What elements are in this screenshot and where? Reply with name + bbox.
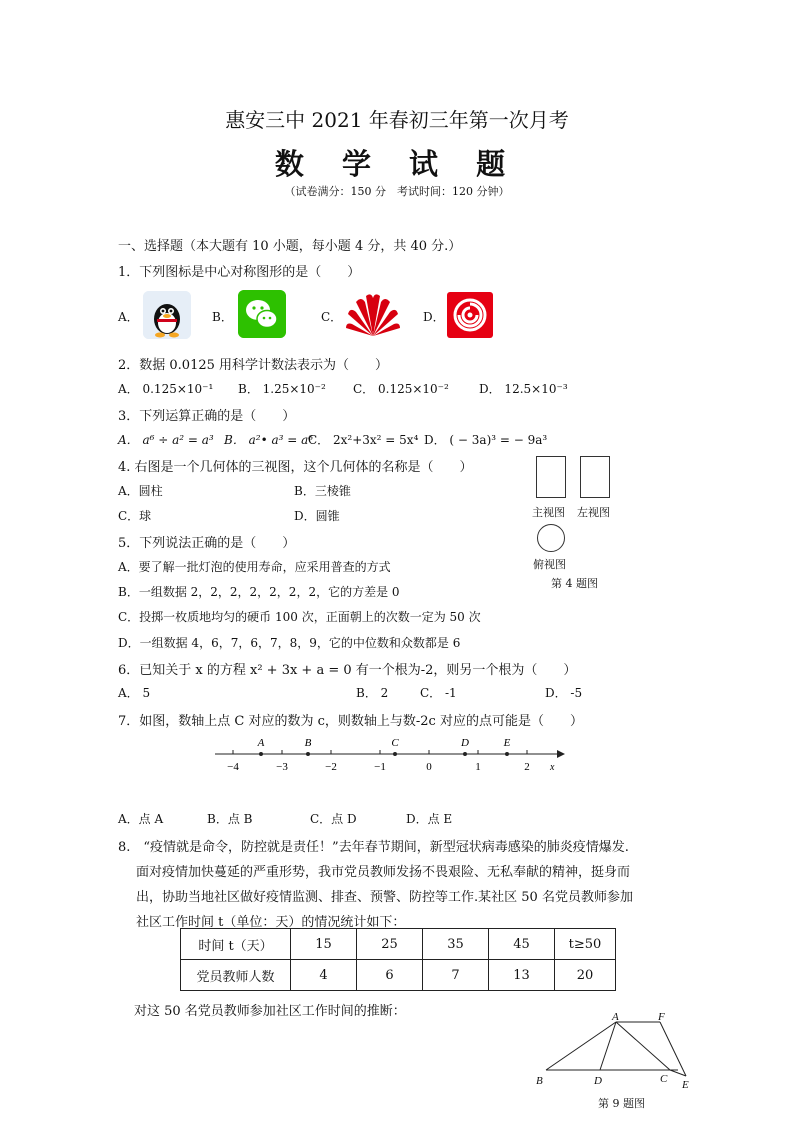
axis-tick-label: 2 (524, 761, 530, 773)
left-view-label: 左视图 (577, 506, 610, 519)
q7-option-d: D．点 E (406, 812, 453, 826)
axis-variable-label: x (550, 762, 555, 773)
question-2-stem: 2．数据 0.0125 用科学计数法表示为（ ） (118, 358, 389, 373)
q2-option-a: A． 0.125×10⁻¹ (118, 382, 214, 396)
point-b-label: B (536, 1075, 543, 1087)
work-time-table (180, 928, 616, 991)
figure-9-geometry (530, 1012, 700, 1092)
point-a-label: A (612, 1012, 619, 1023)
front-view-label: 主视图 (532, 506, 565, 519)
number-line-point (463, 752, 467, 756)
q1-option-c-label: C． (321, 310, 343, 324)
question-8-line-4: 社区工作时间 t（单位：天）的情况统计如下： (136, 915, 406, 930)
axis-tick-label: −2 (325, 761, 337, 773)
exam-meta: （试卷满分：150 分 考试时间：120 分钟） (284, 185, 510, 198)
table-cell: t≥50 (555, 929, 616, 960)
table-cell: 6 (357, 960, 423, 991)
question-1-stem: 1．下列图标是中心对称图形的是（ ） (118, 265, 361, 280)
q2-option-d: D． 12.5×10⁻³ (479, 382, 568, 396)
question-8-line-1: 8. “疫情就是命令，防控就是责任！”去年春节期间，新型冠状病毒感染的肺炎疫情爆发. (118, 840, 629, 855)
q7-option-b: B．点 B (207, 812, 253, 826)
section-title: 一、选择题（本大题有 10 小题，每小题 4 分，共 40 分.） (118, 239, 462, 254)
q7-option-a: A．点 A (118, 812, 164, 826)
q6-option-d: D． -5 (545, 686, 583, 700)
q5-option-a: A．要了解一批灯泡的使用寿命，应采用普查的方式 (118, 560, 391, 574)
number-line-point-label: C (391, 737, 399, 749)
table-cell: 35 (423, 929, 489, 960)
figure-4-caption: 第 4 题图 (551, 577, 598, 590)
point-f-label: F (658, 1012, 665, 1023)
number-line-point (306, 752, 310, 756)
number-line-figure (205, 732, 575, 780)
axis-tick-label: 1 (475, 761, 481, 773)
q6-option-a: A． 5 (118, 686, 151, 700)
table-cell: 13 (489, 960, 555, 991)
table-row (181, 960, 616, 991)
number-line-point (505, 752, 509, 756)
spiral-logo-icon (447, 292, 493, 338)
question-7-stem: 7．如图，数轴上点 C 对应的数为 c，则数轴上与数-2c 对应的点可能是（ ） (118, 714, 583, 729)
number-line-point-label: E (503, 737, 511, 749)
question-5-stem: 5．下列说法正确的是（ ） (118, 536, 296, 551)
q4-option-b: B．三棱锥 (294, 484, 351, 498)
table-cell: 4 (291, 960, 357, 991)
axis-tick-label: −1 (374, 761, 386, 773)
q3-option-d: D． ( − 3a)³ = − 9a³ (424, 433, 548, 447)
left-view-rectangle (580, 456, 610, 498)
table-cell: 7 (423, 960, 489, 991)
point-c-label: C (660, 1073, 668, 1085)
q4-option-c: C．球 (118, 509, 152, 523)
exam-school-title: 惠安三中 2021 年春初三年第一次月考 (225, 108, 569, 132)
q3-option-a: A． a⁶ ÷ a² = a³ (118, 433, 214, 447)
q1-option-d-label: D． (423, 310, 445, 324)
question-3-stem: 3．下列运算正确的是（ ） (118, 409, 296, 424)
exam-subject-title: 数 学 试 题 (274, 147, 520, 181)
q4-option-a: A．圆柱 (118, 484, 163, 498)
axis-tick-label: −4 (227, 761, 239, 773)
question-8-inference-prompt: 对这 50 名党员教师参加社区工作时间的推断： (134, 1004, 406, 1019)
qq-penguin-icon (143, 291, 191, 339)
table-cell: 20 (555, 960, 616, 991)
q6-option-c: C． -1 (420, 686, 457, 700)
q1-option-b-label: B． (212, 310, 233, 324)
question-4-stem: 4. 右图是一个几何体的三视图，这个几何体的名称是（ ） (118, 460, 473, 475)
number-line-arrow (557, 750, 565, 758)
table-cell: 25 (357, 929, 423, 960)
q3-option-b: B． a²• a³ = a⁶ (224, 433, 314, 447)
number-line-point-label: D (461, 737, 469, 749)
q1-option-a-label: A． (118, 310, 139, 324)
table-cell: 45 (489, 929, 555, 960)
point-e-label: E (682, 1079, 689, 1091)
figure-9-caption: 第 9 题图 (598, 1097, 645, 1110)
number-line-point (259, 752, 263, 756)
q5-option-c: C．投掷一枚质地均匀的硬币 100 次，正面朝上的次数一定为 50 次 (118, 610, 481, 624)
table-row (181, 929, 616, 960)
number-line-point-label: B (304, 737, 312, 749)
q3-option-c: C． 2x²+3x² = 5x⁴ (308, 433, 419, 447)
q5-option-b: B．一组数据 2，2，2，2，2，2，2，它的方差是 0 (118, 585, 400, 599)
table-cell: 15 (291, 929, 357, 960)
question-8-line-2: 面对疫情加快蔓延的严重形势，我市党员教师发扬不畏艰险、无私奉献的精神，挺身而 (136, 865, 631, 880)
q5-option-d: D．一组数据 4，6，7，6，7，8，9，它的中位数和众数都是 6 (118, 636, 461, 650)
axis-tick-label: 0 (426, 761, 432, 773)
table-cell: 党员教师人数 (181, 960, 291, 991)
q2-option-b: B． 1.25×10⁻² (238, 382, 326, 396)
huawei-icon (344, 288, 402, 340)
table-cell: 时间 t（天） (181, 929, 291, 960)
q6-option-b: B． 2 (356, 686, 389, 700)
front-view-rectangle (536, 456, 566, 498)
point-d-label: D (594, 1075, 602, 1087)
question-6-stem: 6．已知关于 x 的方程 x² + 3x + a = 0 有一个根为-2，则另一个根为（ ） (118, 663, 577, 678)
wechat-icon (238, 290, 286, 338)
q2-option-c: C． 0.125×10⁻² (353, 382, 449, 396)
number-line-point (393, 752, 397, 756)
q7-option-c: C．点 D (310, 812, 357, 826)
q4-option-d: D．圆锥 (294, 509, 340, 523)
axis-tick-label: −3 (276, 761, 288, 773)
top-view-label: 俯视图 (533, 558, 566, 571)
top-view-circle (537, 524, 565, 552)
number-line-point-label: A (257, 737, 265, 749)
question-8-line-3: 出，协助当地社区做好疫情监测、排查、预警、防控等工作.某社区 50 名党员教师参加 (136, 890, 633, 905)
